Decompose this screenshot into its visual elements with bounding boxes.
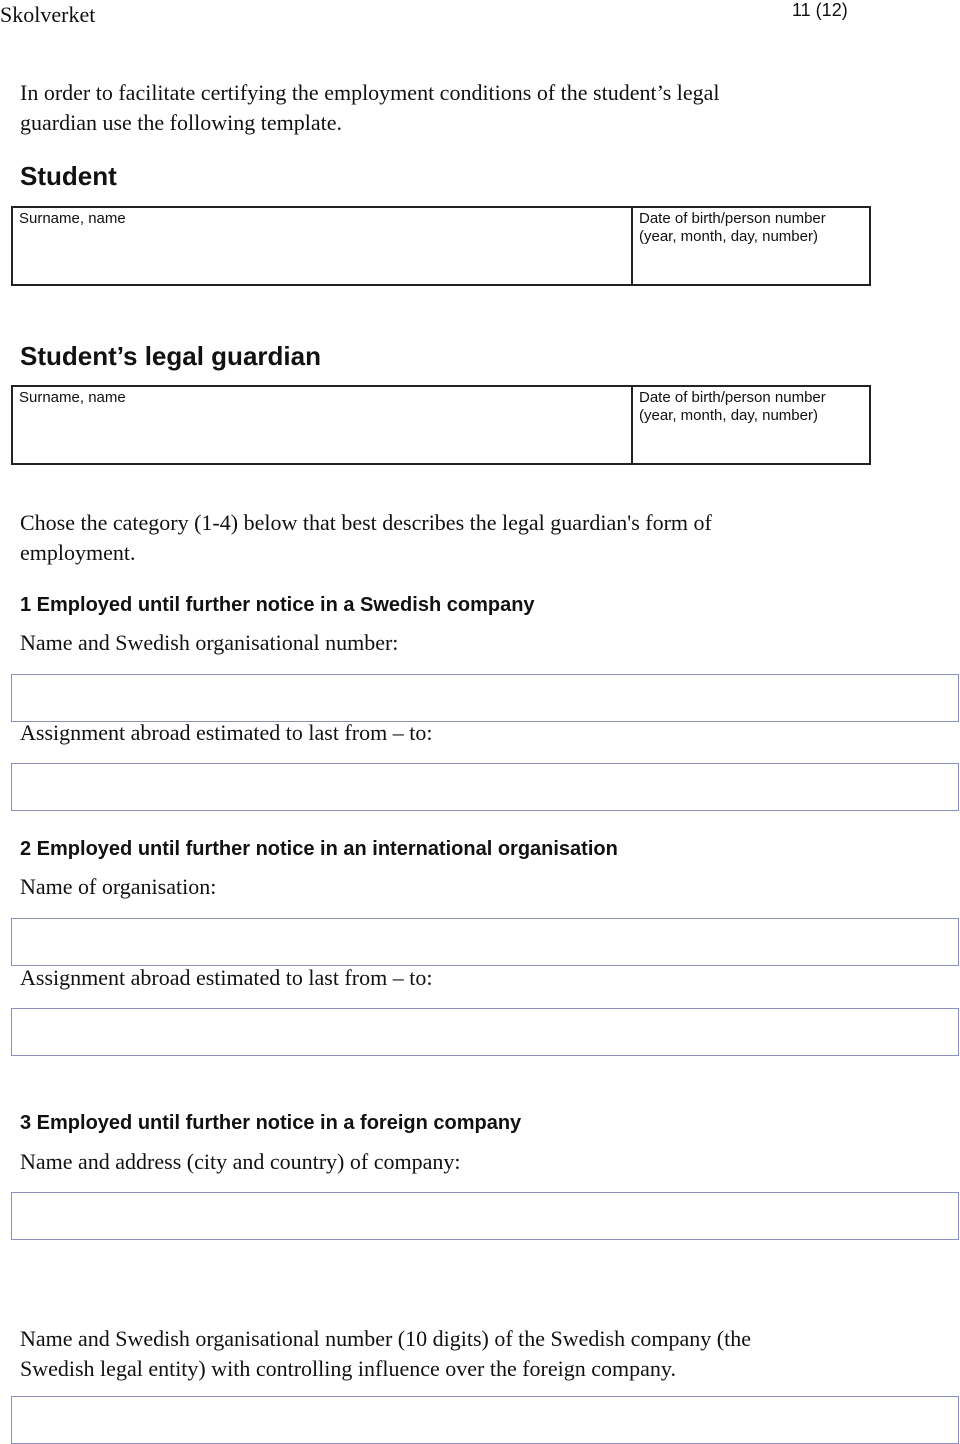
instruction-line-2: employment. (20, 540, 136, 565)
category-3-swedish-line-2: Swedish legal entity) with controlling influence over the foreign company. (20, 1356, 676, 1381)
student-name-label: Surname, name (19, 210, 126, 227)
intro-paragraph (20, 78, 920, 138)
student-table (11, 206, 871, 286)
category-3-address-field[interactable] (11, 1192, 959, 1240)
student-dob-label-2: (year, month, day, number) (639, 228, 818, 245)
student-name-cell[interactable] (13, 208, 633, 284)
guardian-name-label: Surname, name (19, 389, 126, 406)
category-2-heading: 2 Employed until further notice in an international organisation (20, 838, 618, 860)
category-1-name-field[interactable] (11, 674, 959, 722)
student-heading: Student (20, 161, 117, 191)
category-3-heading: 3 Employed until further notice in a foreign company (20, 1112, 522, 1134)
category-1-heading: 1 Employed until further notice in a Swedish company (20, 594, 535, 616)
category-3-swedish-field[interactable] (11, 1396, 959, 1444)
guardian-dob-label-2: (year, month, day, number) (639, 407, 818, 424)
category-3-address-label: Name and address (city and country) of company: (20, 1149, 461, 1174)
guardian-dob-label-1: Date of birth/person number (639, 389, 826, 406)
category-2-name-field[interactable] (11, 918, 959, 966)
guardian-heading: Student’s legal guardian (20, 341, 321, 371)
category-3-swedish-line-1: Name and Swedish organisational number (10 digits) of the Swedish company (the (20, 1326, 751, 1351)
instruction-line-1: Chose the category (1-4) below that best describes the legal guardian's form of (20, 510, 712, 535)
guardian-dob-cell[interactable] (633, 387, 869, 463)
intro-line-2: guardian use the following template. (20, 110, 342, 135)
intro-line-1: In order to facilitate certifying the employment conditions of the student’s legal (20, 80, 720, 105)
category-1-name-label: Name and Swedish organisational number: (20, 630, 399, 655)
page-number: 11 (12) (792, 0, 848, 20)
category-1-period-field[interactable] (11, 763, 959, 811)
student-dob-label-1: Date of birth/person number (639, 210, 826, 227)
student-dob-cell[interactable] (633, 208, 869, 284)
category-2-period-field[interactable] (11, 1008, 959, 1056)
guardian-name-cell[interactable] (13, 387, 633, 463)
category-2-period-label: Assignment abroad estimated to last from – to: (20, 965, 433, 990)
category-2-name-label: Name of organisation: (20, 874, 217, 899)
guardian-table (11, 385, 871, 465)
brand-name: Skolverket (0, 2, 96, 27)
instruction-paragraph (20, 508, 920, 568)
category-1-period-label: Assignment abroad estimated to last from – to: (20, 720, 433, 745)
category-3-swedish-paragraph (20, 1324, 920, 1384)
